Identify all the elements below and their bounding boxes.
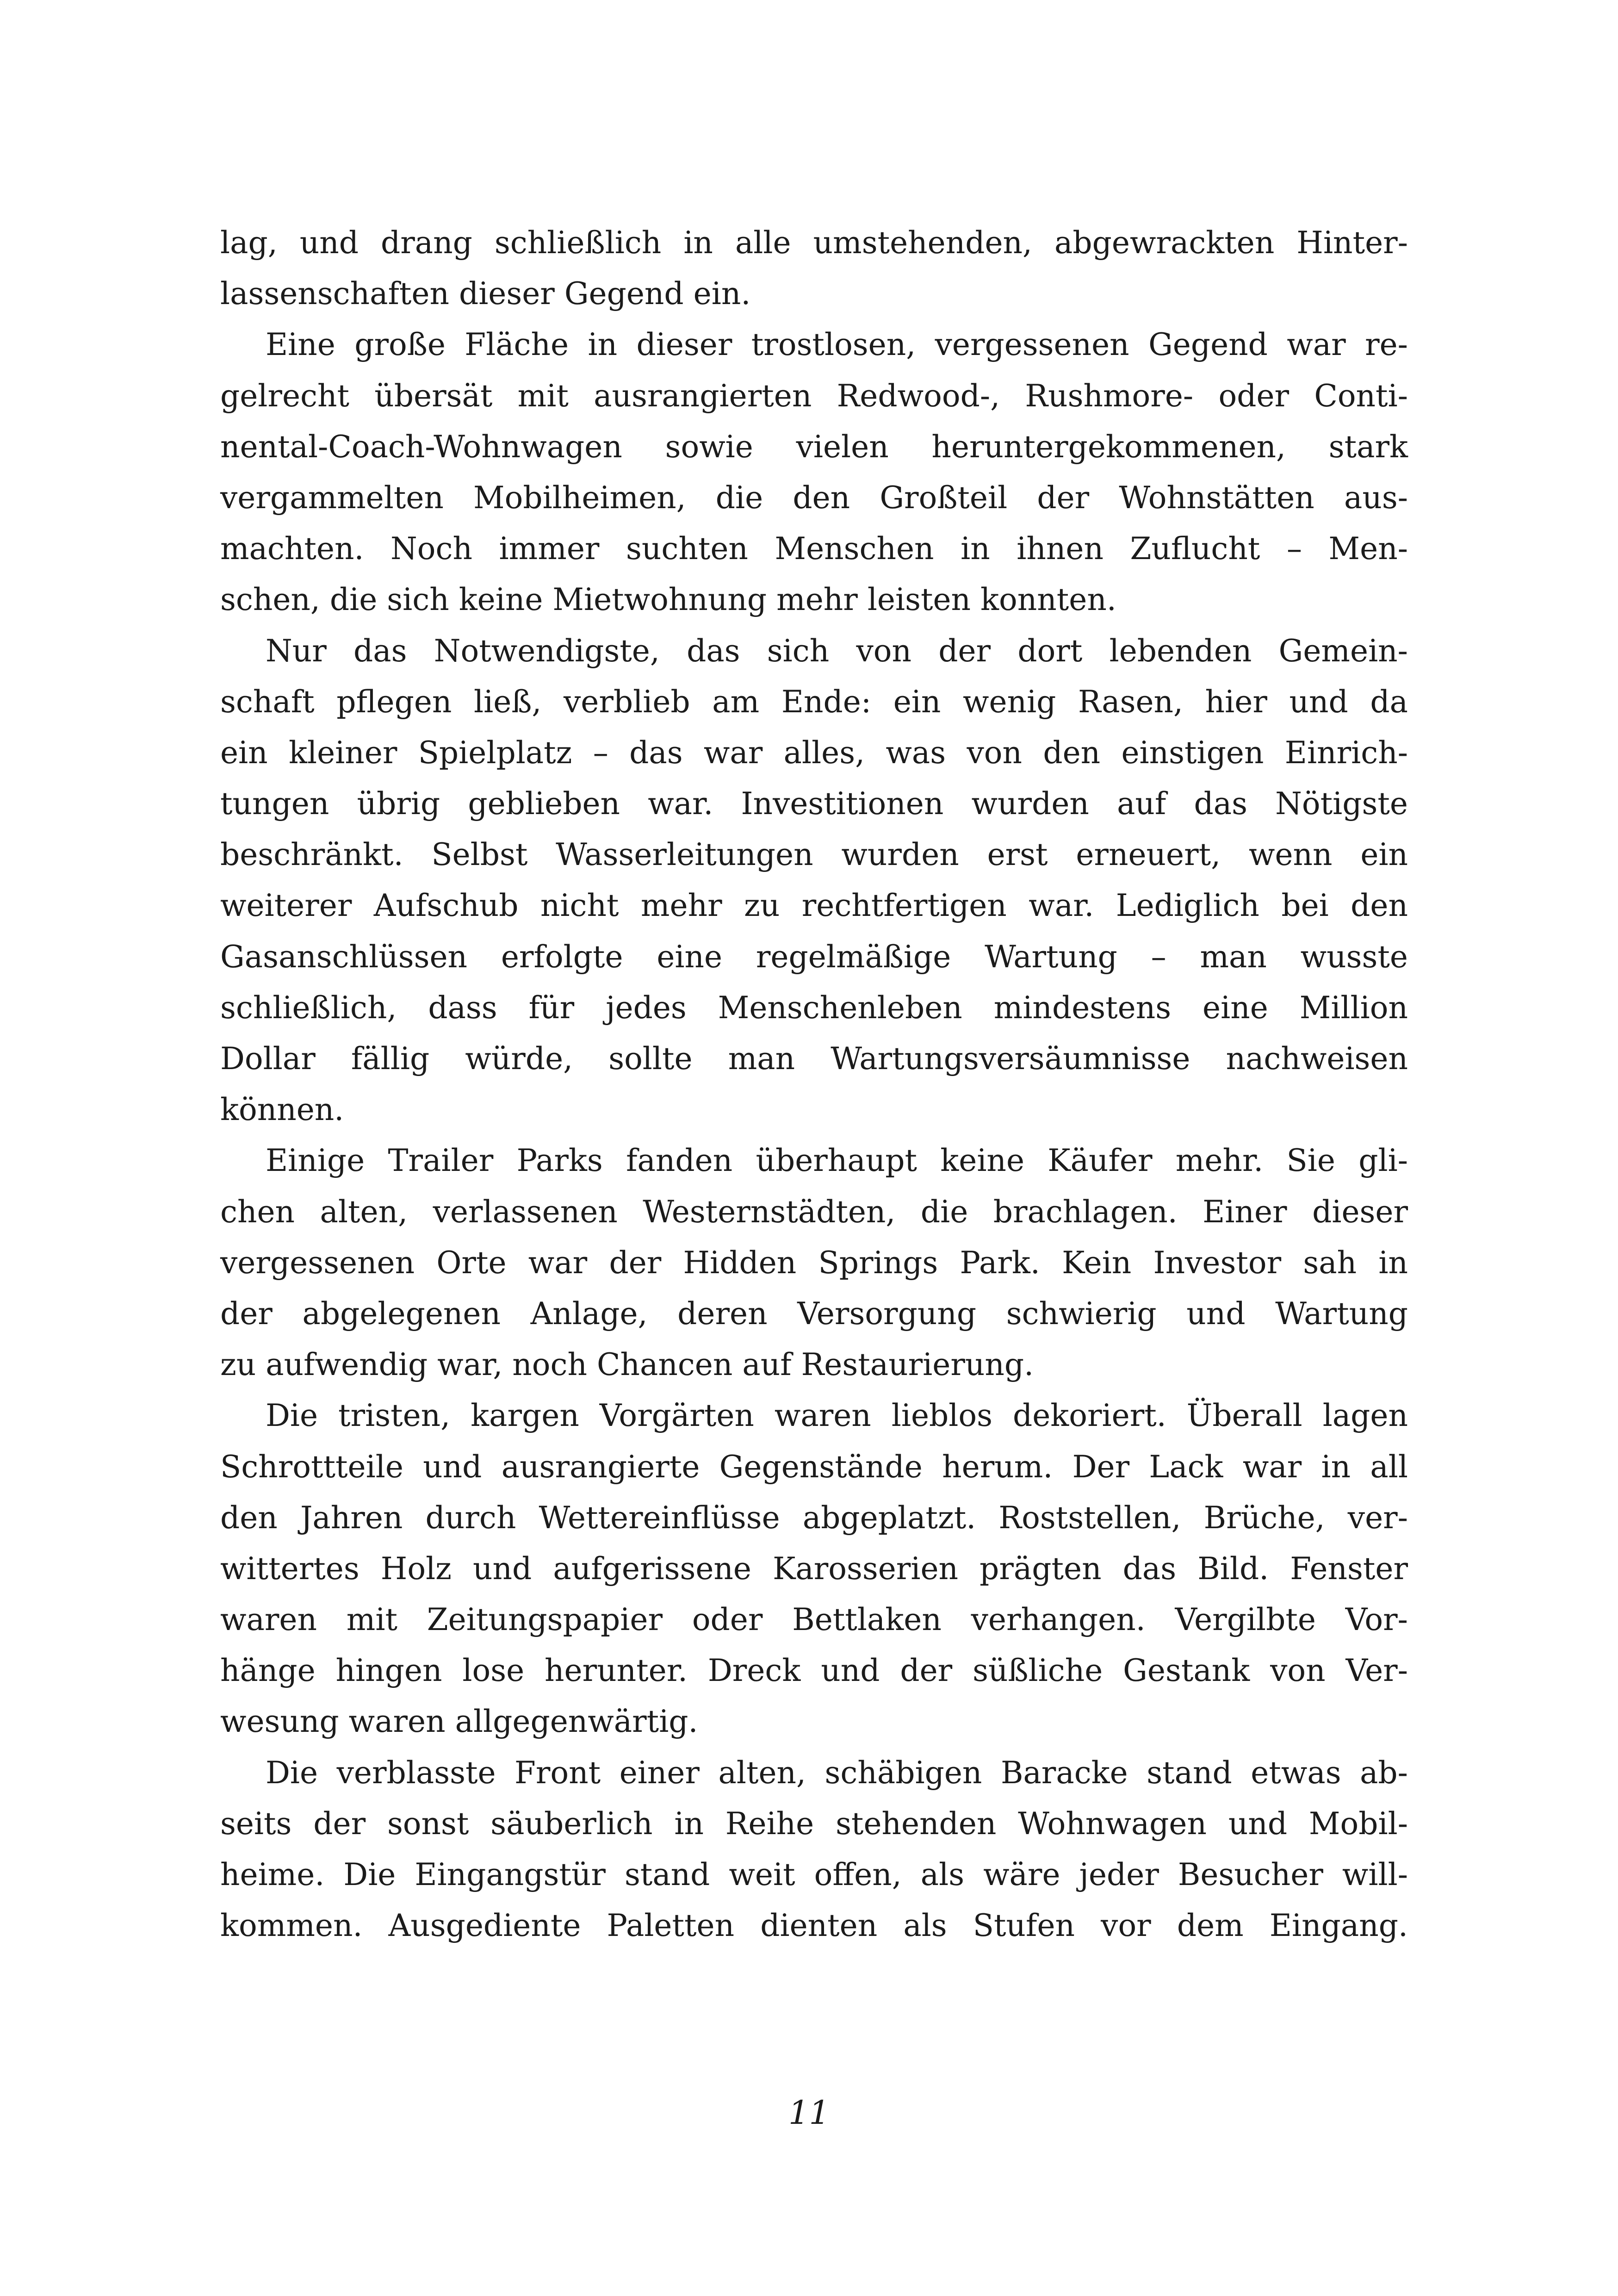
text-line: Die verblasste Front einer alten, schäbigen Baracke stand etwas ab- xyxy=(266,1755,1408,1791)
text-line: Gasanschlüssen erfolgte eine regelmäßige Wartung – man wusste xyxy=(220,939,1408,975)
text-line: den Jahren durch Wettereinflüsse abgeplatzt. Roststellen, Brüche, ver- xyxy=(220,1500,1408,1536)
text-line: hänge hingen lose herunter. Dreck und der süßliche Gestank von Ver- xyxy=(220,1653,1408,1689)
text-line: Schrottteile und ausrangierte Gegenstände herum. Der Lack war in all xyxy=(220,1449,1408,1485)
text-line: weiterer Aufschub nicht mehr zu rechtfertigen war. Lediglich bei den xyxy=(220,888,1408,924)
text-line: können. xyxy=(220,1092,344,1128)
text-line: kommen. Ausgediente Paletten dienten als Stufen vor dem Eingang. xyxy=(220,1908,1408,1944)
text-line: Einige Trailer Parks fanden überhaupt keine Käufer mehr. Sie gli- xyxy=(266,1143,1408,1179)
paragraph xyxy=(220,1390,1408,1747)
text-line: Dollar fällig würde, sollte man Wartungsversäumnisse nachweisen xyxy=(220,1041,1408,1076)
text-line: wesung waren allgegenwärtig. xyxy=(220,1704,698,1740)
text-line: schaft pflegen ließ, verblieb am Ende: ein wenig Rasen, hier und da xyxy=(220,684,1408,720)
text-line: wittertes Holz und aufgerissene Karosserien prägten das Bild. Fenster xyxy=(220,1550,1408,1587)
text-line: Nur das Notwendigste, das sich von der dort lebenden Gemein- xyxy=(266,633,1408,669)
text-line: Eine große Fläche in dieser trostlosen, vergessenen Gegend war re- xyxy=(266,327,1408,363)
paragraph xyxy=(220,1748,1408,1952)
text-line: vergessenen Orte war der Hidden Springs Park. Kein Investor sah in xyxy=(220,1244,1408,1281)
text-line: nental-Coach-Wohnwagen sowie vielen heruntergekommenen, stark xyxy=(220,429,1408,465)
text-line: Die tristen, kargen Vorgärten waren lieblos dekoriert. Überall lagen xyxy=(266,1398,1408,1434)
text-line: der abgelegenen Anlage, deren Versorgung schwierig und Wartung xyxy=(220,1295,1408,1332)
paragraph xyxy=(220,1135,1408,1390)
text-line: waren mit Zeitungspapier oder Bettlaken verhangen. Vergilbte Vor- xyxy=(220,1602,1408,1638)
paragraph xyxy=(220,626,1408,1136)
text-line: ein kleiner Spielplatz – das war alles, was von den einstigen Einrich- xyxy=(220,734,1408,771)
body-text xyxy=(220,218,1408,1951)
paragraph xyxy=(220,218,1408,319)
text-line: zu aufwendig war, noch Chancen auf Restaurierung. xyxy=(220,1347,1034,1383)
text-line: machten. Noch immer suchten Menschen in ihnen Zuflucht – Men- xyxy=(220,531,1408,567)
text-line: schen, die sich keine Mietwohnung mehr leisten konnten. xyxy=(220,582,1116,618)
text-line: gelrecht übersät mit ausrangierten Redwood-, Rushmore- oder Conti- xyxy=(220,378,1408,414)
text-line: vergammelten Mobilheimen, die den Großteil der Wohnstätten aus- xyxy=(220,479,1408,516)
text-line: lassenschaften dieser Gegend ein. xyxy=(220,276,751,312)
text-line: tungen übrig geblieben war. Investitionen wurden auf das Nötigste xyxy=(220,786,1408,822)
paragraph xyxy=(220,319,1408,625)
text-line: lag, und drang schließlich in alle umstehenden, abgewrackten Hinter- xyxy=(220,225,1408,261)
page-number: 11 xyxy=(788,2094,830,2132)
text-line: chen alten, verlassenen Westernstädten, die brachlagen. Einer dieser xyxy=(220,1194,1408,1230)
text-line: heime. Die Eingangstür stand weit offen, als wäre jeder Besucher will- xyxy=(220,1857,1408,1892)
text-line: beschränkt. Selbst Wasserleitungen wurden erst erneuert, wenn ein xyxy=(220,837,1408,873)
text-line: schließlich, dass für jedes Menschenleben mindestens eine Million xyxy=(220,989,1408,1026)
text-line: seits der sonst säuberlich in Reihe stehenden Wohnwagen und Mobil- xyxy=(220,1805,1408,1842)
